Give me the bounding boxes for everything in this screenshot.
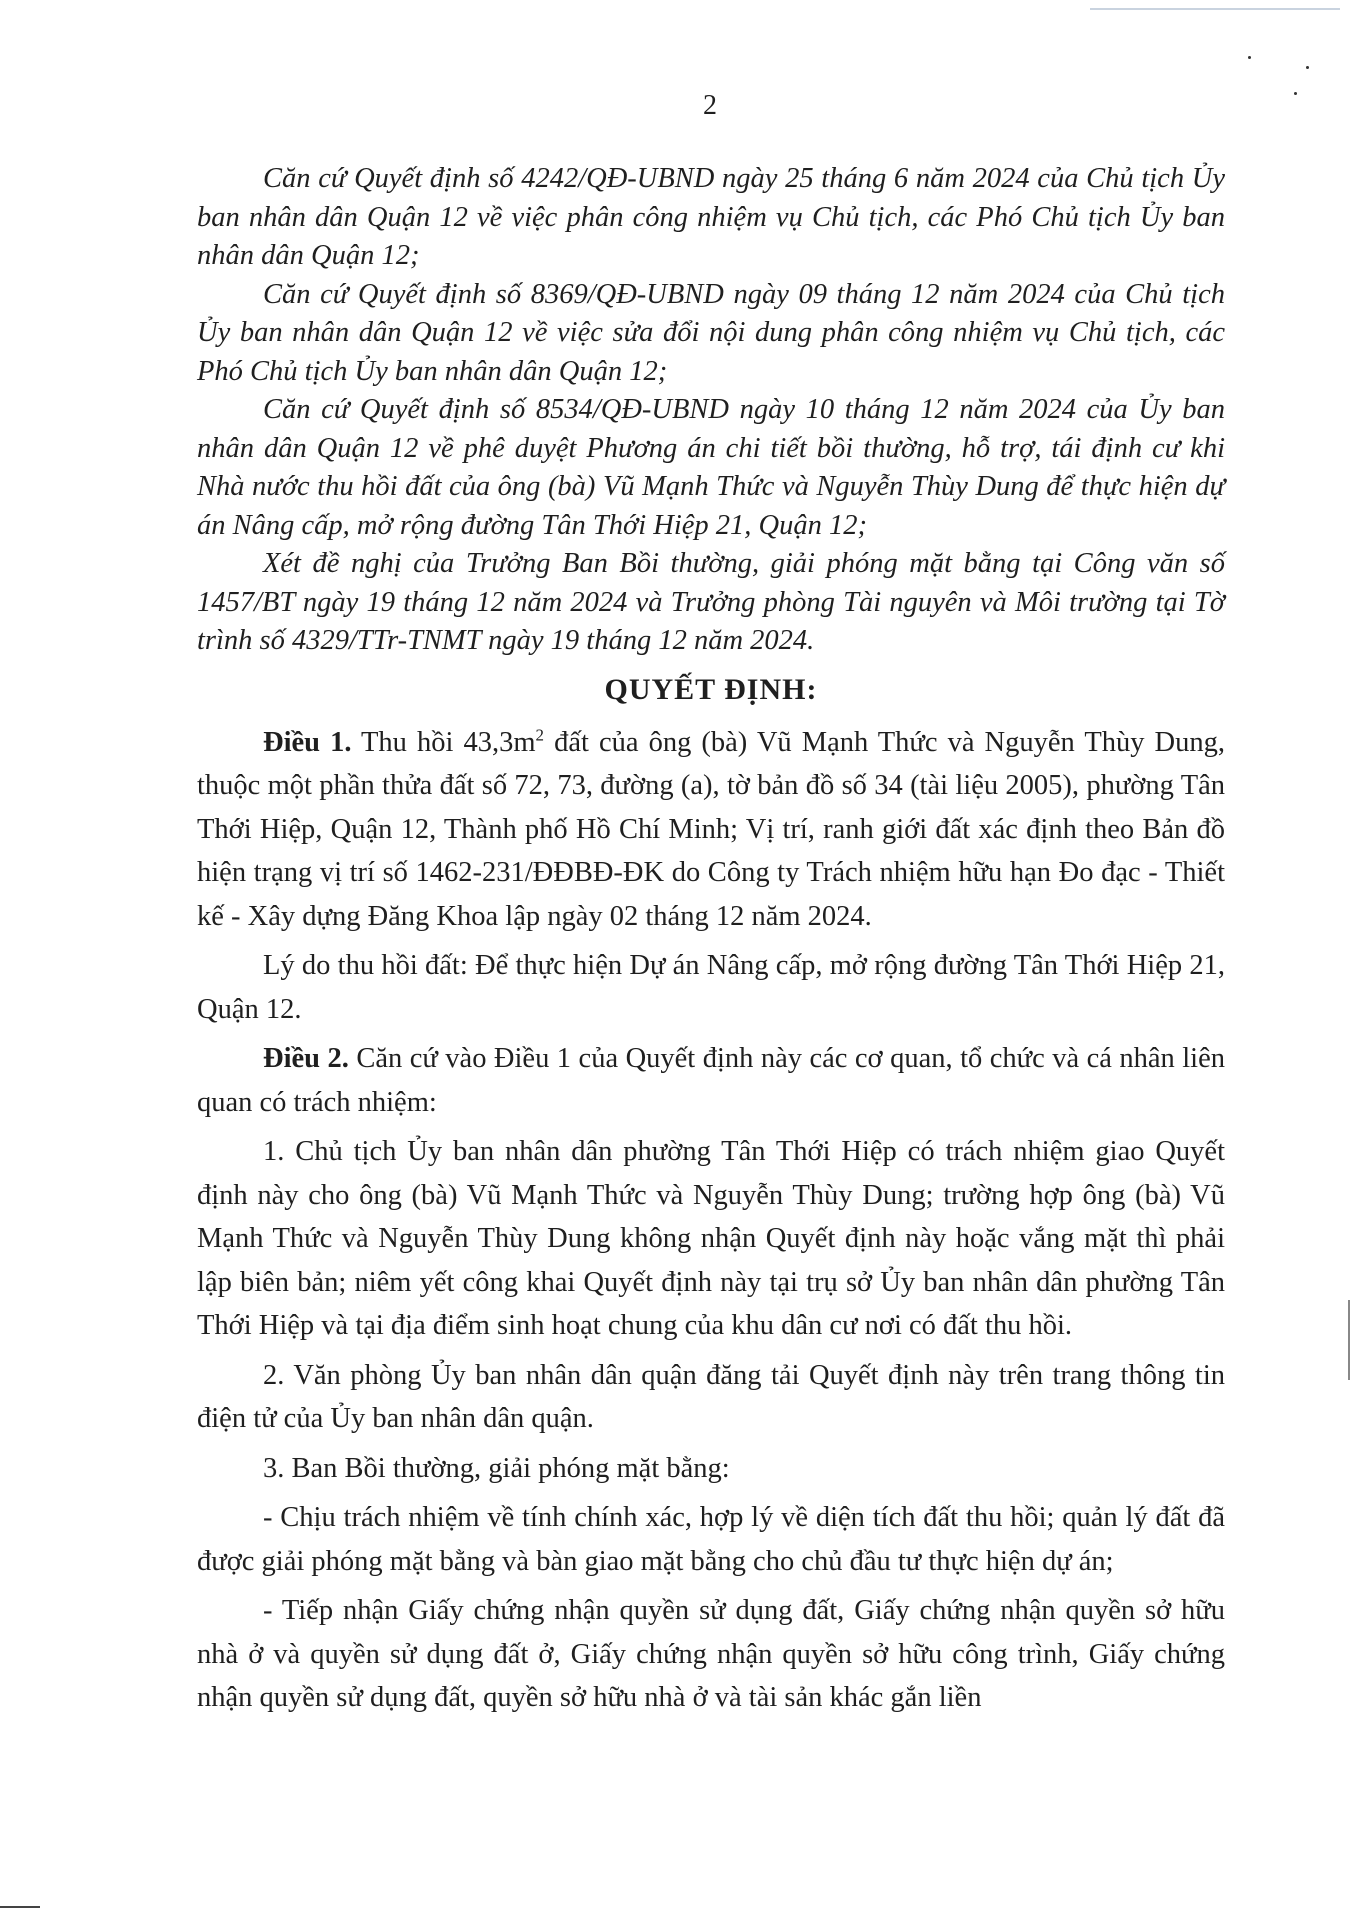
article-1-text-part: Thu hồi 43,3m — [351, 726, 536, 758]
legal-basis-paragraph: Căn cứ Quyết định số 4242/QĐ-UBND ngày 25 tháng 6 năm 2024 của Chủ tịch Ủy ban nhân dân Quận 12 về việc phân công nhiệm vụ Chủ tịch, các Phó Chủ tịch Ủy ban nhân dân Quận 12; — [197, 163, 1225, 271]
article-1-paragraph — [197, 721, 1225, 939]
decision-heading: QUYẾT ĐỊNH: — [604, 672, 818, 706]
scan-artifact-dot — [1306, 66, 1309, 69]
scan-edge-mark — [1348, 1300, 1350, 1380]
article-2-text: Căn cứ vào Điều 1 của Quyết định này các cơ quan, tổ chức và cá nhân liên quan có trách nhiệm: — [197, 1043, 1226, 1118]
scan-artifact-dot — [1248, 56, 1251, 59]
article-1-reason: Lý do thu hồi đất: Để thực hiện Dự án Nâng cấp, mở rộng đường Tân Thới Hiệp 21, Quận 12. — [197, 950, 1225, 1025]
article-2-subitem: - Tiếp nhận Giấy chứng nhận quyền sử dụng đất, Giấy chứng nhận quyền sở hữu nhà ở và quyền sử dụng đất ở, Giấy chứng nhận quyền sở hữu công trình, Giấy chứng nhận quyền sử dụng đất, quyền sở hữu nhà ở và tài sản khác gắn liền — [197, 1595, 1225, 1713]
scan-artifact-line — [1090, 8, 1340, 10]
article-2-item: 1. Chủ tịch Ủy ban nhân dân phường Tân Thới Hiệp có trách nhiệm giao Quyết định này cho ông (bà) Vũ Mạnh Thức và Nguyễn Thùy Dung; trường hợp ông (bà) Vũ Mạnh Thức và Nguyễn Thùy Dung không nhận Quyết định này hoặc vắng mặt thì phải lập biên bản; niêm yết công khai Quyết định này tại trụ sở Ủy ban nhân dân phường Tân Thới Hiệp và tại địa điểm sinh hoạt chung của khu dân cư nơi có đất thu hồi. — [197, 1136, 1225, 1341]
article-1-text-part: đất của ông (bà) Vũ Mạnh Thức và Nguyễn Thùy Dung, thuộc một phần thửa đất số 72, 73, đường (a), tờ bản đồ số 34 (tài liệu 2005), phường Tân Thới Hiệp, Quận 12, Thành phố Hồ Chí Minh; Vị trí, ranh giới đất xác định theo Bản đồ hiện trạng vị trí số 1462-231/ĐĐBĐ-ĐK do Công ty Trách nhiệm hữu hạn Đo đạc - Thiết kế - Xây dựng Đăng Khoa lập ngày 02 tháng 12 năm 2024. — [197, 726, 1226, 932]
article-2-subitem: - Chịu trách nhiệm về tính chính xác, hợp lý về diện tích đất thu hồi; quản lý đất đã được giải phóng mặt bằng và bàn giao mặt bằng cho chủ đầu tư thực hiện dự án; — [197, 1502, 1225, 1577]
legal-basis-paragraph: Căn cứ Quyết định số 8369/QĐ-UBND ngày 09 tháng 12 năm 2024 của Chủ tịch Ủy ban nhân dân Quận 12 về việc sửa đổi nội dung phân công nhiệm vụ Chủ tịch, các Phó Chủ tịch Ủy ban nhân dân Quận 12; — [197, 278, 1225, 387]
area-unit-superscript: 2 — [535, 725, 545, 744]
article-1-label: Điều 1. — [263, 726, 352, 758]
article-2-label: Điều 2. — [263, 1043, 349, 1074]
document-body — [197, 160, 1225, 1720]
article-2-paragraph — [197, 1037, 1225, 1124]
scan-artifact-line — [0, 1906, 40, 1908]
legal-basis-paragraph: Căn cứ Quyết định số 8534/QĐ-UBND ngày 10 tháng 12 năm 2024 của Ủy ban nhân dân Quận 12 về phê duyệt Phương án chi tiết bồi thường, hỗ trợ, tái định cư khi Nhà nước thu hồi đất của ông (bà) Vũ Mạnh Thức và Nguyễn Thùy Dung để thực hiện dự án Nâng cấp, mở rộng đường Tân Thới Hiệp 21, Quận 12; — [197, 394, 1225, 541]
page-number: 2 — [703, 90, 717, 121]
article-2-item: 2. Văn phòng Ủy ban nhân dân quận đăng tải Quyết định này trên trang thông tin điện tử của Ủy ban nhân dân quận. — [197, 1359, 1225, 1434]
proposal-paragraph: Xét đề nghị của Trưởng Ban Bồi thường, giải phóng mặt bằng tại Công văn số 1457/BT ngày 19 tháng 12 năm 2024 và Trưởng phòng Tài nguyên và Môi trường tại Tờ trình số 4329/TTr-TNMT ngày 19 tháng 12 năm 2024. — [197, 548, 1225, 656]
article-2-item: 3. Ban Bồi thường, giải phóng mặt bằng: — [263, 1452, 730, 1484]
